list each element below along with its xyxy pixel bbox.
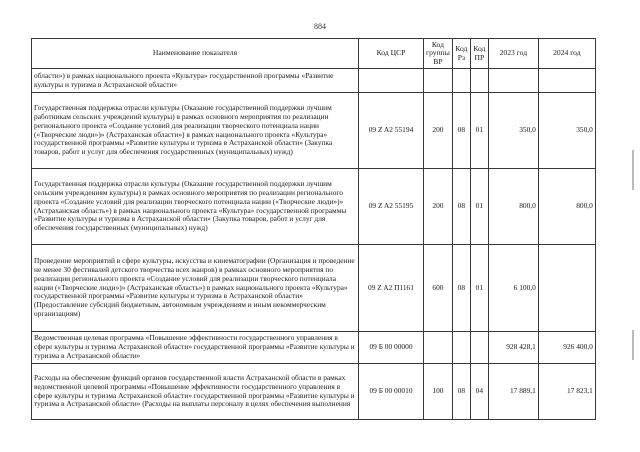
row-vr: 100 — [424, 364, 453, 420]
header-2023: 2023 год — [488, 39, 538, 69]
row-2024 — [538, 69, 595, 93]
header-vr: Код группы ВР — [424, 39, 453, 69]
row-csr: 09 Б 00 00010 — [359, 364, 424, 420]
row-pr — [470, 69, 488, 93]
table-row — [32, 93, 596, 169]
table-row — [32, 169, 596, 245]
row-vr — [424, 332, 453, 364]
row-pr: 01 — [470, 245, 488, 332]
row-rz — [452, 332, 470, 364]
row-rz: 08 — [452, 245, 470, 332]
table-row — [32, 332, 596, 364]
scan-edge-mark — [632, 150, 634, 190]
table-row — [32, 364, 596, 420]
page-number: 884 — [314, 22, 326, 31]
row-pr: 04 — [470, 364, 488, 420]
row-2023: 17 889,1 — [488, 364, 538, 420]
row-csr: 09 Z A2 55195 — [359, 169, 424, 245]
row-csr: 09 Z A2 П1161 — [359, 245, 424, 332]
row-2024: 800,0 — [538, 169, 595, 245]
row-rz: 08 — [452, 364, 470, 420]
row-2023: 800,0 — [488, 169, 538, 245]
budget-table — [31, 38, 596, 420]
table-row — [32, 69, 596, 93]
row-rz — [452, 69, 470, 93]
header-2024: 2024 год — [538, 39, 595, 69]
row-2024 — [538, 245, 595, 332]
row-vr — [424, 69, 453, 93]
row-2023: 6 100,0 — [488, 245, 538, 332]
row-rz: 08 — [452, 93, 470, 169]
header-pr: Код ПР — [470, 39, 488, 69]
row-pr — [470, 332, 488, 364]
row-2024: 350,0 — [538, 93, 595, 169]
row-name: Проведение мероприятий в сфере культуры, искусства и кинематографии (Организация и проведение не менее 30 фестивалей детского творчества всех жанров) в рамках основного мероприятия по реализации регионального проекта «Создание условий для реализации творческого потенциала нации («Творческие люди»)» (Астраханская область») в рамках национального проекта «Культура» государственной программы «Развитие культуры и туризма в Астраханской области» (Предоставление субсидий бюджетным, автономным учреждениям и иным некоммерческим организациям) — [32, 245, 359, 332]
row-pr: 01 — [470, 93, 488, 169]
table-row — [32, 245, 596, 332]
row-rz: 08 — [452, 169, 470, 245]
row-csr — [359, 69, 424, 93]
row-csr: 09 Z A2 55194 — [359, 93, 424, 169]
row-vr: 200 — [424, 169, 453, 245]
header-name: Наименование показателя — [32, 39, 359, 69]
row-2023 — [488, 69, 538, 93]
row-name: Государственная поддержка отрасли культуры (Оказание государственной поддержки лучшим сельским учреждениям культуры) в рамках основного мероприятия по реализации регионального проекта «Создание условий для реализации творческого потенциала нации («Творческие люди»)» (Астраханская область») в рамках национального проекта «Культура» государственной программы «Развитие культуры и туризма в Астраханской области» (Закупка товаров, работ и услуг для обеспечения государственных (муниципальных) нужд) — [32, 169, 359, 245]
row-vr: 600 — [424, 245, 453, 332]
row-name: Расходы на обеспечение функций органов государственной власти Астраханской области в рамках ведомственной целевой программы «Повышение эффективности государственного управления в сфере культуры и туризма Астраханской области» государственной программы «Развитие культуры и туризма в Астраханской области» (Расходы на выплаты персоналу в целях обеспечения выполнения — [32, 364, 359, 420]
row-2024: 926 400,0 — [538, 332, 595, 364]
row-pr: 01 — [470, 169, 488, 245]
row-name: области») в рамках национального проекта «Культура» государственной программы «Развитие культуры и туризма в Астраханской области» — [32, 69, 359, 93]
row-csr: 09 Б 00 00000 — [359, 332, 424, 364]
row-vr: 200 — [424, 93, 453, 169]
row-2023: 350,0 — [488, 93, 538, 169]
header-rz: Код Рз — [452, 39, 470, 69]
header-csr: Код ЦСР — [359, 39, 424, 69]
table-header-row — [32, 39, 596, 69]
row-2023: 928 428,1 — [488, 332, 538, 364]
row-name: Государственная поддержка отрасли культуры (Оказание государственной поддержки лучшим работникам сельских учреждений культуры) в рамках основного мероприятия по реализации регионального проекта «Создание условий для реализации творческого потенциала нации («Творческие люди»)» (Астраханская области») в рамках национального проекта «Культура» государственной программы «Развитие культуры и туризма в Астраханской области» (Закупка товаров, работ и услуг для обеспечения государственных (муниципальных) нужд) — [32, 93, 359, 169]
scan-edge-mark — [632, 330, 634, 360]
row-name: Ведомственная целевая программа «Повышение эффективности государственного управления в сфере культуры и туризма Астраханской области» государственной программы «Развитие культуры и туризма в Астраханской области» — [32, 332, 359, 364]
row-2024: 17 823,1 — [538, 364, 595, 420]
